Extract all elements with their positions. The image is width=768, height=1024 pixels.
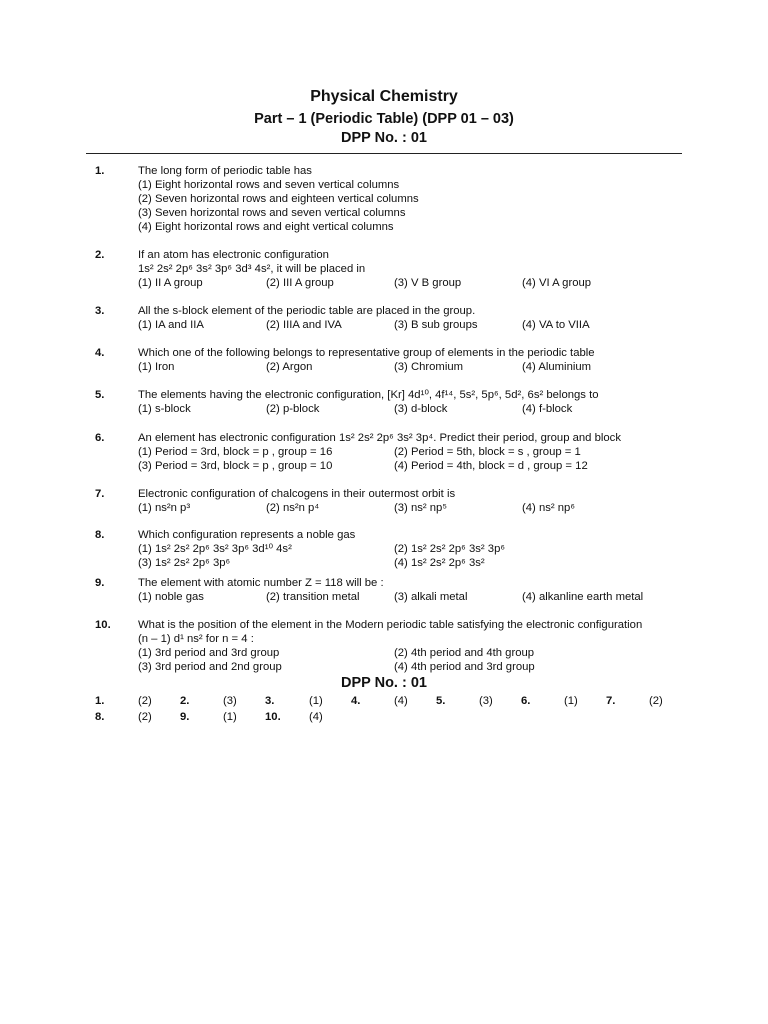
question-stem: Which configuration represents a noble gas [138,529,356,541]
option-4: (4) Aluminium [522,361,592,373]
option-3: (3) V B group [394,277,462,289]
option-2: (2) Argon [266,361,313,373]
question-stem: The long form of periodic table has [138,165,312,177]
question-number: 1. [95,165,105,177]
option-4: (4) Period = 4th, block = d , group = 12 [394,460,588,472]
answer-number: 1. [95,695,105,707]
answer-key-row [0,711,768,725]
question-number: 6. [95,432,105,444]
question-stem: The elements having the electronic configuration, [Kr] 4d¹⁰, 4f¹⁴, 5s², 5p⁶, 5d², 6s² belongs to [138,389,599,401]
question-stem: Electronic configuration of chalcogens in their outermost orbit is [138,488,456,500]
option-1: (1) IA and IIA [138,319,204,331]
answer-value: (2) [138,711,152,723]
option-3: (3) 3rd period and 2nd group [138,661,282,673]
option-2: (2) p-block [266,403,320,415]
question-stem: Which one of the following belongs to representative group of elements in the periodic table [138,347,595,359]
answer-number: 9. [180,711,190,723]
option-2: (2) 4th period and 4th group [394,647,535,659]
answer-value: (4) [309,711,323,723]
answer-number: 7. [606,695,616,707]
answer-value: (3) [479,695,493,707]
answer-value: (3) [223,695,237,707]
option-4: (4) f-block [522,403,573,415]
option-2: (2) III A group [266,277,334,289]
header-divider [86,153,682,154]
question-stem-line-2: 1s² 2s² 2p⁶ 3s² 3p⁶ 3d³ 4s², it will be placed in [138,263,366,275]
option-1: (1) 3rd period and 3rd group [138,647,280,659]
question-number: 3. [95,305,105,317]
option-2: (2) Seven horizontal rows and eighteen vertical columns [138,193,419,205]
question-number: 2. [95,249,105,261]
option-3: (3) Chromium [394,361,464,373]
option-1: (1) II A group [138,277,203,289]
question-stem: If an atom has electronic configuration [138,249,329,261]
option-1: (1) Period = 3rd, block = p , group = 16 [138,446,333,458]
option-3: (3) Period = 3rd, block = p , group = 10 [138,460,333,472]
option-4: (4) alkanline earth metal [522,591,644,603]
option-1: (1) s-block [138,403,191,415]
option-2: (2) 1s² 2s² 2p⁶ 3s² 3p⁶ [394,543,506,555]
answer-number: 3. [265,695,275,707]
answer-value: (1) [309,695,323,707]
question-number: 4. [95,347,105,359]
answer-number: 4. [351,695,361,707]
answer-value: (2) [138,695,152,707]
option-2: (2) IIIA and IVA [266,319,342,331]
answer-value: (1) [223,711,237,723]
dpp-number: DPP No. : 01 [341,130,427,146]
option-3: (3) Seven horizontal rows and seven vertical columns [138,207,406,219]
option-2: (2) transition metal [266,591,360,603]
answer-value: (4) [394,695,408,707]
question-stem: The element with atomic number Z = 118 will be : [138,577,384,589]
option-1: (1) 1s² 2s² 2p⁶ 3s² 3p⁶ 3d¹⁰ 4s² [138,543,292,555]
answer-value: (2) [649,695,663,707]
question-number: 8. [95,529,105,541]
answer-number: 8. [95,711,105,723]
option-3: (3) alkali metal [394,591,468,603]
question-stem: All the s-block element of the periodic table are placed in the group. [138,305,476,317]
option-4: (4) Eight horizontal rows and eight vertical columns [138,221,394,233]
option-4: (4) VI A group [522,277,592,289]
page-title: Physical Chemistry [310,88,458,105]
question-stem: What is the position of the element in the Modern periodic table satisfying the electronic configuration [138,619,643,631]
option-1: (1) Eight horizontal rows and seven vertical columns [138,179,400,191]
option-4: (4) 4th period and 3rd group [394,661,535,673]
answer-number: 6. [521,695,531,707]
page-subtitle: Part – 1 (Periodic Table) (DPP 01 – 03) [254,111,514,127]
option-3: (3) 1s² 2s² 2p⁶ 3p⁶ [138,557,231,569]
answer-number: 5. [436,695,446,707]
answer-value: (1) [564,695,578,707]
option-3: (3) ns² np⁵ [394,502,448,514]
option-4: (4) VA to VIIA [522,319,590,331]
question-number: 9. [95,577,105,589]
question-stem-line-2: (n – 1) d¹ ns² for n = 4 : [138,633,254,645]
answer-key-row [0,695,768,709]
question-number: 10. [95,619,111,631]
option-4: (4) ns² np⁶ [522,502,575,514]
option-3: (3) d-block [394,403,448,415]
answer-key-title: DPP No. : 01 [341,675,427,691]
question-number: 7. [95,488,105,500]
option-3: (3) B sub groups [394,319,478,331]
question-stem: An element has electronic configuration 1s² 2s² 2p⁶ 3s² 3p⁴. Predict their period, group and block [138,432,621,444]
option-1: (1) ns²n p³ [138,502,191,514]
option-1: (1) Iron [138,361,175,373]
answer-number: 2. [180,695,190,707]
option-2: (2) Period = 5th, block = s , group = 1 [394,446,581,458]
answer-number: 10. [265,711,281,723]
option-1: (1) noble gas [138,591,204,603]
option-4: (4) 1s² 2s² 2p⁶ 3s² [394,557,485,569]
question-number: 5. [95,389,105,401]
option-2: (2) ns²n p⁴ [266,502,320,514]
